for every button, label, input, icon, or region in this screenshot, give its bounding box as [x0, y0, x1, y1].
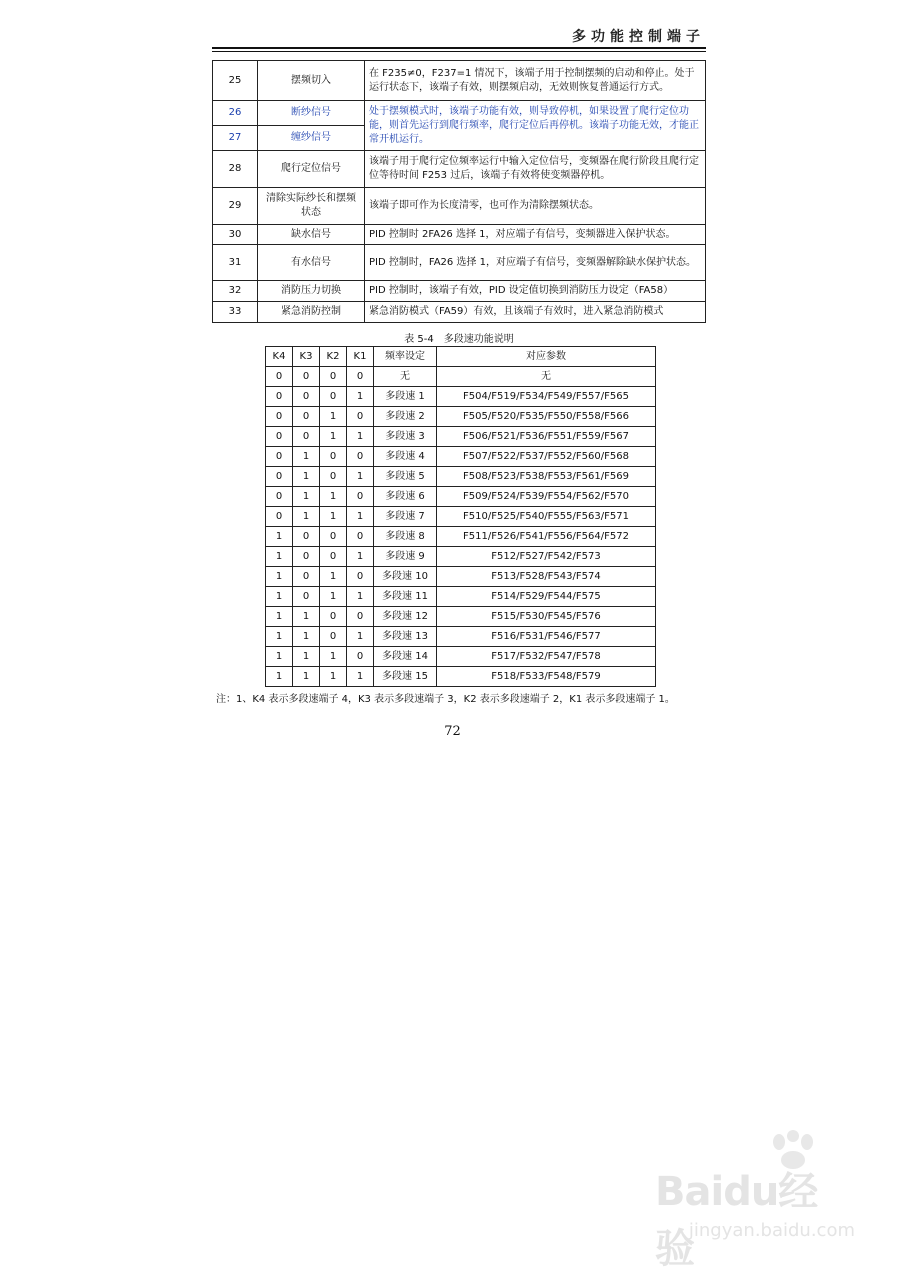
table-cell: 多段速 12 — [374, 607, 437, 627]
terminal-description: PID 控制时，该端子有效，PID 设定值切换到消防压力设定（FA58） — [365, 281, 706, 302]
table-cell: 0 — [347, 447, 374, 467]
table-cell: 0 — [293, 587, 320, 607]
table-cell: 0 — [293, 367, 320, 387]
terminal-name: 紧急消防控制 — [258, 302, 365, 323]
terminal-name: 缠纱信号 — [258, 126, 365, 151]
table-cell: 多段速 4 — [374, 447, 437, 467]
table-cell: 1 — [347, 587, 374, 607]
table-cell: 1 — [266, 567, 293, 587]
table-cell: F508/F523/F538/F553/F561/F569 — [437, 467, 656, 487]
table-cell: 1 — [293, 447, 320, 467]
table-cell: 1 — [293, 467, 320, 487]
table-cell: 多段速 7 — [374, 507, 437, 527]
terminal-number: 30 — [213, 225, 258, 245]
table-cell: 无 — [437, 367, 656, 387]
table-cell: 0 — [293, 567, 320, 587]
header-rule — [212, 47, 706, 49]
table-cell: 1 — [320, 507, 347, 527]
table-cell: 多段速 11 — [374, 587, 437, 607]
table-cell: 1 — [347, 667, 374, 687]
terminal-description: 处于摆频模式时，该端子功能有效，则导致停机，如果设置了爬行定位功能，则首先运行到爬行频率，爬行定位后再停机。该端子功能无效，才能正常开机运行。 — [365, 101, 706, 151]
table-cell: 1 — [266, 547, 293, 567]
column-header: K1 — [347, 347, 374, 367]
table-cell: 1 — [266, 587, 293, 607]
terminal-name: 断纱信号 — [258, 101, 365, 126]
table-cell: 0 — [347, 647, 374, 667]
watermark-logo: Baidu经验 — [655, 1169, 818, 1272]
terminal-name: 清除实际纱长和摆频状态 — [258, 188, 365, 225]
table-row — [213, 151, 706, 188]
table-cell: 1 — [266, 627, 293, 647]
table-row — [266, 607, 656, 627]
table-cell: 1 — [320, 667, 347, 687]
table-cell: F510/F525/F540/F555/F563/F571 — [437, 507, 656, 527]
table-cell: 1 — [266, 667, 293, 687]
table-row — [213, 302, 706, 323]
table-cell: 多段速 5 — [374, 467, 437, 487]
column-header: K2 — [320, 347, 347, 367]
table-cell: 多段速 15 — [374, 667, 437, 687]
speed-table-body — [266, 367, 656, 687]
table-row — [266, 627, 656, 647]
table-cell: 1 — [347, 387, 374, 407]
table-cell: F516/F531/F546/F577 — [437, 627, 656, 647]
table-row — [266, 467, 656, 487]
table-cell: 0 — [266, 487, 293, 507]
table-cell: 1 — [347, 427, 374, 447]
table-cell: 0 — [293, 527, 320, 547]
table-cell: 1 — [293, 487, 320, 507]
terminal-number: 33 — [213, 302, 258, 323]
terminal-name: 爬行定位信号 — [258, 151, 365, 188]
table-cell: 多段速 3 — [374, 427, 437, 447]
table-cell: F505/F520/F535/F550/F558/F566 — [437, 407, 656, 427]
column-header: 对应参数 — [437, 347, 656, 367]
table-cell: 1 — [320, 587, 347, 607]
watermark-url: jingyan.baidu.com — [688, 1220, 855, 1241]
table-cell: 1 — [347, 547, 374, 567]
terminal-number: 31 — [213, 245, 258, 281]
table-cell: 多段速 9 — [374, 547, 437, 567]
table-cell: 0 — [320, 527, 347, 547]
table-cell: 1 — [293, 667, 320, 687]
multi-speed-table — [265, 346, 656, 687]
table-cell: F517/F532/F547/F578 — [437, 647, 656, 667]
table-cell: 0 — [266, 407, 293, 427]
table-row — [213, 188, 706, 225]
table-cell: 0 — [320, 547, 347, 567]
column-header: 频率设定 — [374, 347, 437, 367]
table-cell: 0 — [320, 367, 347, 387]
table-row — [213, 281, 706, 302]
table-row — [266, 387, 656, 407]
table-row — [266, 507, 656, 527]
table-cell: 多段速 10 — [374, 567, 437, 587]
table-row — [266, 567, 656, 587]
table-cell: 无 — [374, 367, 437, 387]
table-row — [266, 367, 656, 387]
terminal-number: 29 — [213, 188, 258, 225]
table-cell: 0 — [293, 427, 320, 447]
table-cell: 1 — [320, 567, 347, 587]
table-cell: 1 — [266, 647, 293, 667]
terminal-name: 消防压力切换 — [258, 281, 365, 302]
table-cell: 0 — [266, 387, 293, 407]
table-row — [266, 587, 656, 607]
table-header-row — [266, 347, 656, 367]
table-cell: 0 — [320, 387, 347, 407]
table-cell: 1 — [293, 607, 320, 627]
table-cell: 1 — [347, 627, 374, 647]
table-cell: 多段速 8 — [374, 527, 437, 547]
terminal-description: PID 控制时 2FA26 选择 1，对应端子有信号，变频器进入保护状态。 — [365, 225, 706, 245]
terminal-name: 摆频切入 — [258, 61, 365, 101]
table-row — [266, 527, 656, 547]
table-cell: 0 — [347, 367, 374, 387]
table-cell: 0 — [347, 607, 374, 627]
table-row — [266, 447, 656, 467]
table-cell: 1 — [320, 647, 347, 667]
table-cell: F515/F530/F545/F576 — [437, 607, 656, 627]
table-cell: F511/F526/F541/F556/F564/F572 — [437, 527, 656, 547]
column-header: K4 — [266, 347, 293, 367]
table-cell: 1 — [266, 527, 293, 547]
table-cell: 0 — [320, 607, 347, 627]
terminal-number: 27 — [213, 126, 258, 151]
terminal-number: 25 — [213, 61, 258, 101]
table-cell: 0 — [320, 467, 347, 487]
table-cell: 1 — [293, 647, 320, 667]
table-cell: F512/F527/F542/F573 — [437, 547, 656, 567]
table-cell: 0 — [266, 427, 293, 447]
table-cell: 0 — [347, 487, 374, 507]
table-cell: 0 — [320, 627, 347, 647]
table-cell: 1 — [320, 427, 347, 447]
table-cell: 1 — [347, 507, 374, 527]
table-row — [213, 61, 706, 101]
table-cell: 多段速 13 — [374, 627, 437, 647]
table-cell: 0 — [266, 467, 293, 487]
table-row — [266, 647, 656, 667]
table-cell: 多段速 2 — [374, 407, 437, 427]
table-row — [213, 245, 706, 281]
table-cell: F509/F524/F539/F554/F562/F570 — [437, 487, 656, 507]
table-row — [266, 487, 656, 507]
table-cell: 0 — [293, 407, 320, 427]
table-cell: 0 — [266, 507, 293, 527]
terminal-function-table — [212, 60, 706, 323]
table-cell: F514/F529/F544/F575 — [437, 587, 656, 607]
table-cell: 1 — [347, 467, 374, 487]
table-row — [213, 225, 706, 245]
terminal-description: 该端子用于爬行定位频率运行中输入定位信号，变频器在爬行阶段且爬行定位等待时间 F253 过后，该端子有效将使变频器停机。 — [365, 151, 706, 188]
terminal-description: 该端子即可作为长度清零，也可作为清除摆频状态。 — [365, 188, 706, 225]
terminal-description: 紧急消防模式（FA59）有效，且该端子有效时，进入紧急消防模式 — [365, 302, 706, 323]
table-cell: 1 — [320, 487, 347, 507]
table-cell: 1 — [293, 507, 320, 527]
table-note: 注：1、K4 表示多段速端子 4，K3 表示多段速端子 3，K2 表示多段速端子 2，K1 表示多段速端子 1。 — [216, 694, 675, 705]
section-title: 多功能控制端子 — [572, 29, 705, 45]
table-cell: 0 — [293, 387, 320, 407]
table-cell: 多段速 14 — [374, 647, 437, 667]
table-cell: 0 — [347, 567, 374, 587]
table-cell: 多段速 1 — [374, 387, 437, 407]
table-cell: F513/F528/F543/F574 — [437, 567, 656, 587]
table-cell: 1 — [320, 407, 347, 427]
table-row — [266, 427, 656, 447]
table-cell: 多段速 6 — [374, 487, 437, 507]
page-number: 72 — [444, 724, 461, 739]
terminal-description: PID 控制时，FA26 选择 1，对应端子有信号，变频器解除缺水保护状态。 — [365, 245, 706, 281]
table-cell: 0 — [347, 407, 374, 427]
table-cell: F506/F521/F536/F551/F559/F567 — [437, 427, 656, 447]
column-header: K3 — [293, 347, 320, 367]
table-row — [266, 667, 656, 687]
table-cell: 0 — [266, 447, 293, 467]
table-cell: 1 — [293, 627, 320, 647]
table-cell: 0 — [320, 447, 347, 467]
terminal-number: 28 — [213, 151, 258, 188]
table-cell: 0 — [347, 527, 374, 547]
table-row — [266, 407, 656, 427]
table-row — [266, 547, 656, 567]
terminal-number: 32 — [213, 281, 258, 302]
table-caption: 表 5-4 多段速功能说明 — [404, 334, 514, 345]
table-cell: 0 — [266, 367, 293, 387]
terminal-name: 缺水信号 — [258, 225, 365, 245]
table-cell: F504/F519/F534/F549/F557/F565 — [437, 387, 656, 407]
table-cell: F518/F533/F548/F579 — [437, 667, 656, 687]
terminal-name: 有水信号 — [258, 245, 365, 281]
table-cell: F507/F522/F537/F552/F560/F568 — [437, 447, 656, 467]
table-row — [213, 101, 706, 126]
terminal-number: 26 — [213, 101, 258, 126]
watermark — [655, 1130, 855, 1272]
terminal-description: 在 F235≠0，F237=1 情况下，该端子用于控制摆频的启动和停止。处于运行状态下，该端子有效，则摆频启动，无效则恢复普通运行方式。 — [365, 61, 706, 101]
header-rule-thin — [212, 51, 706, 52]
table-cell: 1 — [266, 607, 293, 627]
table-cell: 0 — [293, 547, 320, 567]
